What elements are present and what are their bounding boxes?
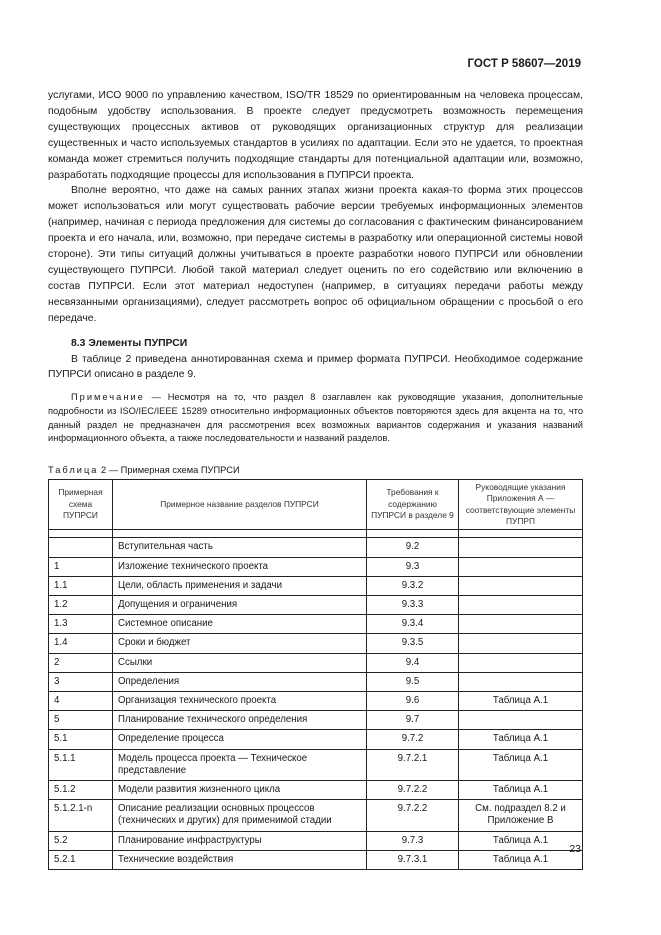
table-row: [49, 730, 583, 749]
body-paragraph: услугами, ИСО 9000 по управлению качеством, ISO/TR 18529 по ориентированным на человека процессам, подобным удобству использования. В проекте следует предусмотреть возможность перемещения существующих процессных активов от руководящих организационных структур для реализации существенных и часто используемых стандартов в усилиях по адаптации. Если это не удается, то проектная команда может стремиться получить подходящие стандарты для потенциальной адаптации или, возможно, разработать подходящие процессы для использования в ПУПРСИ проекта.: [48, 90, 583, 181]
col-header-section-name: Примерное название разделов ПУПРСИ: [113, 479, 367, 530]
cell-requirement-ref: 9.3.3: [367, 595, 459, 614]
table-row: [49, 672, 583, 691]
cell-section-name: Планирование инфраструктуры: [113, 831, 367, 850]
cell-requirement-ref: 9.3.4: [367, 615, 459, 634]
cell-requirement-ref: 9.7.2.2: [367, 780, 459, 799]
cell-guidance-ref: [459, 595, 583, 614]
col-header-outline: Примерная схема ПУПРСИ: [49, 479, 113, 530]
cell-requirement-ref: 9.5: [367, 672, 459, 691]
cell-section-name: Изложение технического проекта: [113, 557, 367, 576]
table-row: [49, 831, 583, 850]
cell-guidance-ref: [459, 576, 583, 595]
table-caption: [48, 463, 583, 477]
cell-guidance-ref: Таблица А.1: [459, 730, 583, 749]
cell-requirement-ref: 9.7.2.1: [367, 749, 459, 780]
cell-guidance-ref: [459, 672, 583, 691]
cell-outline-number: 5.1.1: [49, 749, 113, 780]
body-paragraph: Вполне вероятно, что даже на самых ранних этапах жизни проекта какая-то форма этих процессов может использоваться или могут существовать рабочие версии требуемых информационных элементов (например, начиная с периода предложения для системы до согласования с фактическим финансированием проекта и его начала, или, возможно, при передаче системы в разработку или операционной системы новой стороне). Эти типы ситуаций должны учитываться в проекте разработки нового ПУПРСИ или обновлении существующего ПУПРСИ. Любой такой материал следует оценить по его содействию или включению в состав ПУПРСИ. Если этот материал недоступен (например, в ситуациях передачи работы между несвязанными организациями), следует рассмотреть вопрос об официальном обращении с просьбой о его передаче.: [48, 185, 583, 324]
cell-section-name: Определение процесса: [113, 730, 367, 749]
cell-requirement-ref: 9.7.3: [367, 831, 459, 850]
cell-section-name: Цели, область применения и задачи: [113, 576, 367, 595]
document-id: ГОСТ Р 58607—2019: [467, 58, 581, 70]
table-spacer-row: [49, 530, 583, 538]
body-paragraph: В таблице 2 приведена аннотированная схема и пример формата ПУПРСИ. Необходимое содержание ПУПРСИ описано в разделе 9.: [48, 353, 583, 381]
col-header-requirements: Требования к содержанию ПУПРСИ в разделе 9: [367, 479, 459, 530]
cell-requirement-ref: 9.7.2: [367, 730, 459, 749]
cell-guidance-ref: [459, 711, 583, 730]
table-row: [49, 538, 583, 557]
cell-outline-number: 1.1: [49, 576, 113, 595]
cell-section-name: Планирование технического определения: [113, 711, 367, 730]
cell-guidance-ref: Таблица А.1: [459, 691, 583, 710]
table-row: [49, 711, 583, 730]
cell-guidance-ref: Таблица А.1: [459, 780, 583, 799]
cell-guidance-ref: Таблица А.1: [459, 831, 583, 850]
cell-outline-number: 5.1: [49, 730, 113, 749]
table-row: [49, 634, 583, 653]
cell-guidance-ref: Таблица А.1: [459, 850, 583, 869]
cell-section-name: Ссылки: [113, 653, 367, 672]
cell-requirement-ref: 9.3.2: [367, 576, 459, 595]
cell-guidance-ref: [459, 653, 583, 672]
table-row: [49, 691, 583, 710]
cell-section-name: Технические воздействия: [113, 850, 367, 869]
table-row: [49, 800, 583, 831]
cell-section-name: Допущения и ограничения: [113, 595, 367, 614]
cell-outline-number: 1.3: [49, 615, 113, 634]
cell-requirement-ref: 9.6: [367, 691, 459, 710]
cell-guidance-ref: Таблица А.1: [459, 749, 583, 780]
outline-table: [48, 479, 583, 870]
cell-section-name: Модели развития жизненного цикла: [113, 780, 367, 799]
table-row: [49, 576, 583, 595]
cell-section-name: Вступительная часть: [113, 538, 367, 557]
cell-section-name: Описание реализации основных процессов (технических и других) для применимой стадии: [113, 800, 367, 831]
note: [48, 391, 583, 445]
page-content: [48, 88, 583, 870]
cell-outline-number: 4: [49, 691, 113, 710]
table-caption-label: Таблица: [48, 464, 99, 475]
cell-guidance-ref: [459, 634, 583, 653]
note-label: Примечание: [71, 392, 145, 403]
cell-guidance-ref: [459, 557, 583, 576]
table-row: [49, 850, 583, 869]
cell-outline-number: 2: [49, 653, 113, 672]
cell-outline-number: 1: [49, 557, 113, 576]
cell-requirement-ref: 9.3.5: [367, 634, 459, 653]
page-number: 23: [569, 843, 581, 855]
cell-requirement-ref: 9.7.2.2: [367, 800, 459, 831]
cell-guidance-ref: [459, 538, 583, 557]
cell-outline-number: 1.4: [49, 634, 113, 653]
cell-section-name: Организация технического проекта: [113, 691, 367, 710]
cell-outline-number: 5.2: [49, 831, 113, 850]
table-body: [49, 530, 583, 870]
cell-guidance-ref: См. подраздел 8.2 и Приложение В: [459, 800, 583, 831]
table-row: [49, 557, 583, 576]
cell-section-name: Определения: [113, 672, 367, 691]
cell-outline-number: 1.2: [49, 595, 113, 614]
table-caption-text: 2 — Примерная схема ПУПРСИ: [98, 464, 240, 475]
cell-section-name: Сроки и бюджет: [113, 634, 367, 653]
cell-outline-number: 5.1.2: [49, 780, 113, 799]
col-header-guidance: Руководящие указания Приложения А — соответствующие элементы ПУПРП: [459, 479, 583, 530]
cell-section-name: Модель процесса проекта — Техническое представление: [113, 749, 367, 780]
section-heading: 8.3 Элементы ПУПРСИ: [71, 337, 188, 349]
cell-outline-number: 5.2.1: [49, 850, 113, 869]
table-row: [49, 653, 583, 672]
cell-requirement-ref: 9.2: [367, 538, 459, 557]
cell-outline-number: 5: [49, 711, 113, 730]
cell-requirement-ref: 9.7: [367, 711, 459, 730]
cell-outline-number: 5.1.2.1-n: [49, 800, 113, 831]
cell-requirement-ref: 9.7.3.1: [367, 850, 459, 869]
table-row: [49, 749, 583, 780]
table-row: [49, 615, 583, 634]
cell-section-name: Системное описание: [113, 615, 367, 634]
cell-requirement-ref: 9.3: [367, 557, 459, 576]
cell-guidance-ref: [459, 615, 583, 634]
table-row: [49, 780, 583, 799]
cell-outline-number: [49, 538, 113, 557]
note-text: — Несмотря на то, что раздел 8 озаглавлен как руководящие указания, дополнительные подробности из ISO/IEC/IEEE 15289 относительно информационных объектов повторяются здесь для акцента на то, что данный раздел не предназначен для рассмотрения всех возможных вариантов содержания и указания названий информационного объекта, а также последовательности и названий разделов.: [48, 392, 583, 444]
table-row: [49, 595, 583, 614]
cell-requirement-ref: 9.4: [367, 653, 459, 672]
cell-outline-number: 3: [49, 672, 113, 691]
